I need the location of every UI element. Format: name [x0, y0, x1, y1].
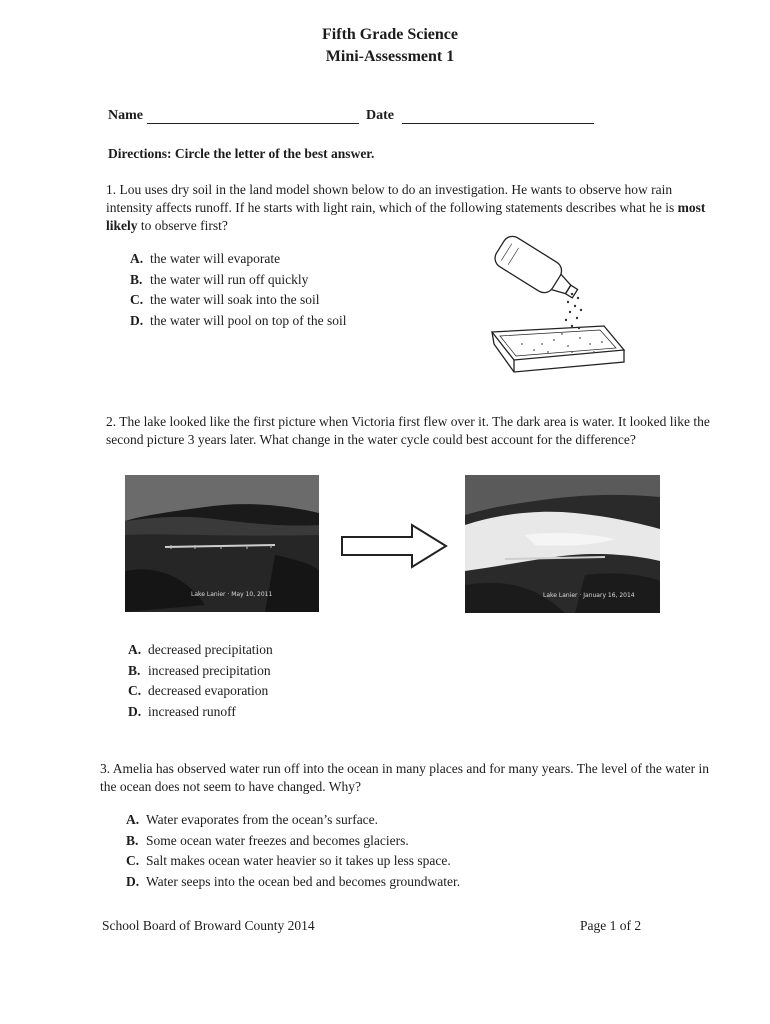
choice-3d[interactable]: D. Water seeps into the ocean bed and becomes groundwater. — [126, 873, 461, 889]
date-label: Date — [366, 108, 394, 123]
choice-1c[interactable]: C. the water will soak into the soil — [130, 292, 320, 307]
question-2-choices — [128, 640, 273, 722]
choice-1b[interactable]: B. the water will run off quickly — [130, 271, 309, 287]
page-title — [0, 24, 770, 68]
question-3-text: 3. Amelia has observed water run off into the ocean in many places and for many years. The level of the water in the ocean does not seem to have changed. Why? — [100, 761, 710, 794]
footer-left: School Board of Broward County 2014 — [102, 918, 315, 933]
name-date-row — [108, 108, 594, 124]
choice-1d[interactable]: D. the water will pool on top of the soil — [130, 312, 347, 328]
choice-3a[interactable]: A. Water evaporates from the ocean’s surface. — [126, 812, 379, 827]
photo-after-caption: Lake Lanier · January 16, 2014 — [543, 592, 635, 599]
land-model-illustration — [482, 232, 632, 384]
choice-2d[interactable]: D. increased runoff — [128, 703, 236, 719]
question-1-text — [106, 181, 718, 235]
photo-before-caption: Lake Lanier · May 10, 2011 — [191, 591, 273, 598]
question-2-text: 2. The lake looked like the first picture when Victoria first flew over it. The dark area is water. It looked like the second picture 3 years later. What change in the water cycle could best account for the difference? — [106, 414, 710, 447]
directions: Directions: Circle the letter of the best answer. — [108, 146, 375, 161]
question-3-choices — [126, 810, 460, 892]
title-line-2: Mini-Assessment 1 — [325, 48, 455, 65]
date-blank[interactable] — [402, 109, 594, 124]
lake-photo-after — [465, 475, 660, 613]
choice-1a[interactable]: A. the water will evaporate — [130, 251, 281, 266]
choice-2b[interactable]: B. increased precipitation — [128, 662, 271, 678]
question-1-text-b: to observe first? — [137, 218, 228, 233]
title-line-1: Fifth Grade Science — [322, 26, 458, 43]
right-arrow-icon — [340, 523, 450, 569]
name-blank[interactable] — [147, 109, 359, 124]
choice-3b[interactable]: B. Some ocean water freezes and becomes glaciers. — [126, 832, 409, 848]
question-1-choices — [130, 249, 346, 331]
question-1-text-a: 1. Lou uses dry soil in the land model shown below to do an investigation. He wants to observe how rain intensity affects runoff. If he starts with light rain, which of the following statements describes what he is — [106, 182, 678, 215]
choice-2c[interactable]: C. decreased evaporation — [128, 683, 269, 698]
footer-page-number: Page 1 of 2 — [580, 918, 642, 933]
lake-photo-before — [125, 475, 319, 612]
name-label: Name — [108, 108, 143, 123]
question-1-emphasis: most likely — [106, 200, 706, 233]
choice-2a[interactable]: A. decreased precipitation — [128, 642, 273, 657]
choice-3c[interactable]: C. Salt makes ocean water heavier so it takes up less space. — [126, 853, 451, 868]
